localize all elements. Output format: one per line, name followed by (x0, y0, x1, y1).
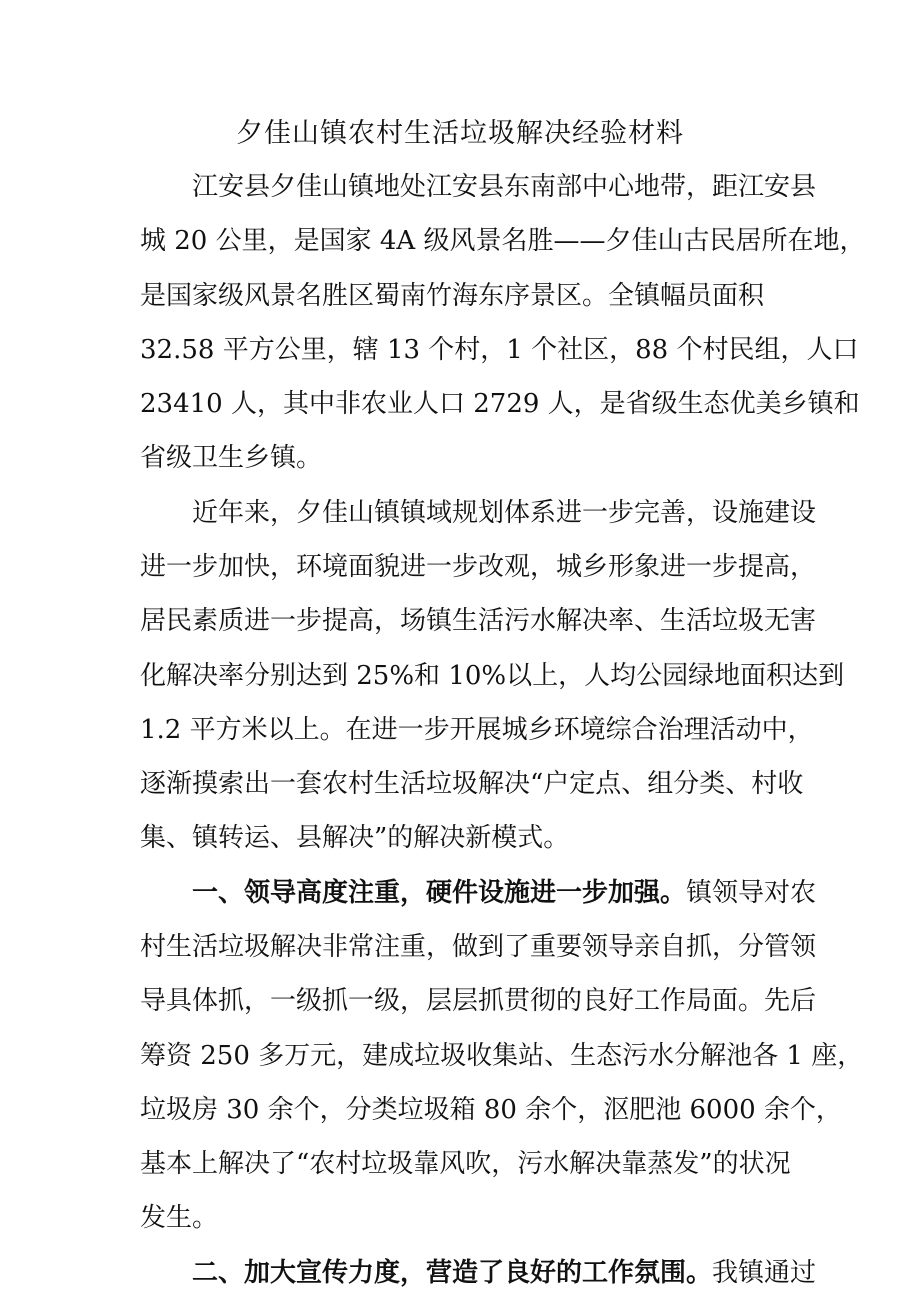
section-1-line-6: 基本上解决了“农村垃圾靠风吹，污水解决靠蒸发”的状况 (140, 1149, 791, 1179)
paragraph-2-line-3: 居民素质进一步提高，场镇生活污水解决率、生活垃圾无害 (140, 606, 817, 636)
paragraph-1-line-3: 是国家级风景名胜区蜀南竹海东序景区。全镇幅员面积 (140, 281, 765, 311)
section-2-heading: 二、加大宣传力度，营造了良好的工作氛围。 (192, 1258, 713, 1288)
section-1-line-1 (192, 875, 816, 911)
paragraph-1-line-6: 省级卫生乡镇。 (140, 443, 323, 473)
section-1-line-4: 筹资 250 多万元，建成垃圾收集站、生态污水分解池各 1 座， (140, 1041, 864, 1071)
paragraph-1-line-5: 23410 人，其中非农业人口 2729 人，是省级生态优美乡镇和 (140, 389, 860, 419)
paragraph-2-line-2: 进一步加快，环境面貌进一步改观，城乡形象进一步提高， (140, 552, 817, 582)
section-1-line-5: 垃圾房 30 余个，分类垃圾箱 80 余个，沤肥池 6000 余个， (140, 1095, 842, 1125)
paragraph-1-line-2: 城 20 公里，是国家 4A 级风景名胜——夕佳山古民居所在地， (140, 226, 866, 256)
paragraph-2-line-5: 1.2 平方米以上。在进一步开展城乡环境综合治理活动中， (140, 715, 814, 745)
section-2-lead-text: 我镇通过 (712, 1258, 817, 1288)
paragraph-1-line-1: 江安县夕佳山镇地处江安县东南部中心地带，距江安县 (192, 172, 817, 202)
section-1-lead-text: 镇领导对农 (686, 878, 817, 908)
paragraph-2-line-7: 集、镇转运、县解决”的解决新模式。 (140, 823, 570, 853)
paragraph-2-line-1: 近年来，夕佳山镇镇域规划体系进一步完善，设施建设 (192, 498, 817, 528)
section-1-line-3: 导具体抓，一级抓一级，层层抓贯彻的良好工作局面。先后 (140, 986, 817, 1016)
section-2-line-1 (192, 1255, 816, 1291)
paragraph-2-line-4: 化解决率分别达到 25%和 10%以上，人均公园绿地面积达到 (140, 661, 845, 691)
paragraph-1-line-4: 32.58 平方公里，辖 13 个村，1 个社区，88 个村民组，人口 (140, 335, 859, 365)
document-title: 夕佳山镇农村生活垃圾解决经验材料 (236, 118, 684, 149)
paragraph-2-line-6: 逐渐摸索出一套农村生活垃圾解决“户定点、组分类、村收 (140, 769, 804, 799)
section-1-line-2: 村生活垃圾解决非常注重，做到了重要领导亲自抓，分管领 (140, 932, 817, 962)
section-1-line-7: 发生。 (140, 1203, 219, 1233)
section-1-heading: 一、领导高度注重，硬件设施进一步加强。 (192, 878, 687, 908)
